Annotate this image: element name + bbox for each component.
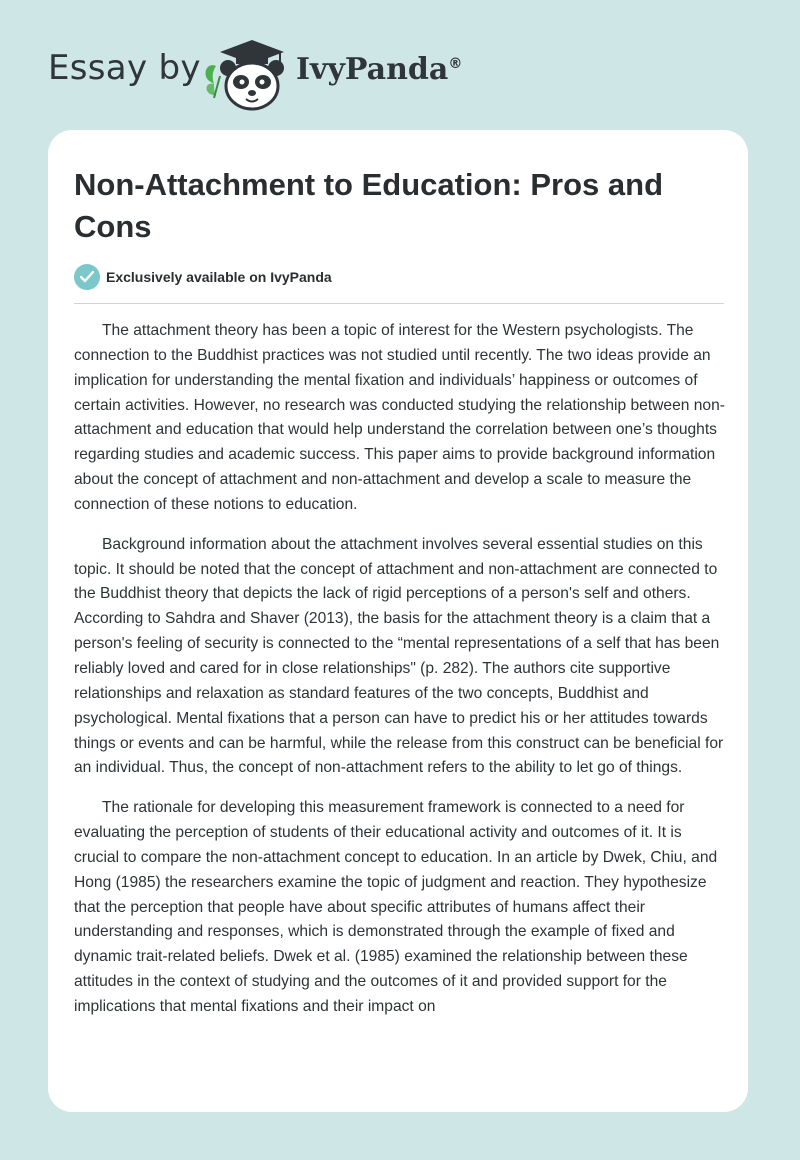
paragraph: The rationale for developing this measurement framework is connected to a need for evaluating the perception of students of their educational activity and outcomes of it. It is crucial to compare the non-attachment concept to education. In an article by Dwek, Chiu, and Hong (1985) the researchers examine the topic of judgment and reaction. They hypothesize that the perception that people have about specific attributes of humans affect their understanding and responses, which is demonstrated through the example of fixed and dynamic trait-related beliefs. Dwek et al. (1985) examined the relationship between these attitudes in the context of studying and the outcomes of it and provided support for the implications that mental fixations and their impact on (74, 799, 718, 1015)
divider (74, 303, 724, 304)
registered-mark: ® (448, 56, 463, 72)
exclusive-badge-text: Exclusively available on IvyPanda (106, 269, 332, 285)
brand-prefix: Essay by (48, 48, 201, 88)
panda-graduate-icon[interactable] (200, 36, 296, 112)
article-title: Non-Attachment to Education: Pros and Cons (74, 167, 663, 244)
paragraph: The attachment theory has been a topic of interest for the Western psychologists. The connection to the Buddhist practices was not studied until recently. The two ideas provide an implication for understanding the mental fixation and individuals’ happiness or outcomes of certain activities. However, no research was conducted studying the relationship between non-attachment and education that would help understand the correlation between one’s thoughts regarding studies and academic success. This paper aims to provide background information about the concept of attachment and non-attachment and develop a scale to measure the connection of these notions to education. (74, 322, 725, 513)
site-header (0, 0, 800, 130)
article-body (74, 319, 728, 1035)
article-card (48, 130, 748, 1112)
exclusive-badge (74, 264, 332, 290)
check-icon (74, 264, 100, 290)
brand-name[interactable]: IvyPanda® (296, 52, 463, 87)
paragraph: Background information about the attachment involves several essential studies on this topic. It should be noted that the concept of attachment and non-attachment are connected to the Buddhist theory that depicts the lack of rigid perceptions of a person's self and others. According to Sahdra and Shaver (2013), the basis for the attachment theory is a claim that a person's feeling of security is connected to the “mental representations of a self that has been reliably loved and cared for in close relationships" (p. 282). The authors cite supportive relationships and relaxation as standard features of the two concepts, Buddhist and psychological. Mental fixations that a person can have to predict his or her attitudes towards things or events and can be harmful, while the release from this construct can be beneficial for an individual. Thus, the concept of non-attachment refers to the ability to let go of things. (74, 535, 724, 777)
